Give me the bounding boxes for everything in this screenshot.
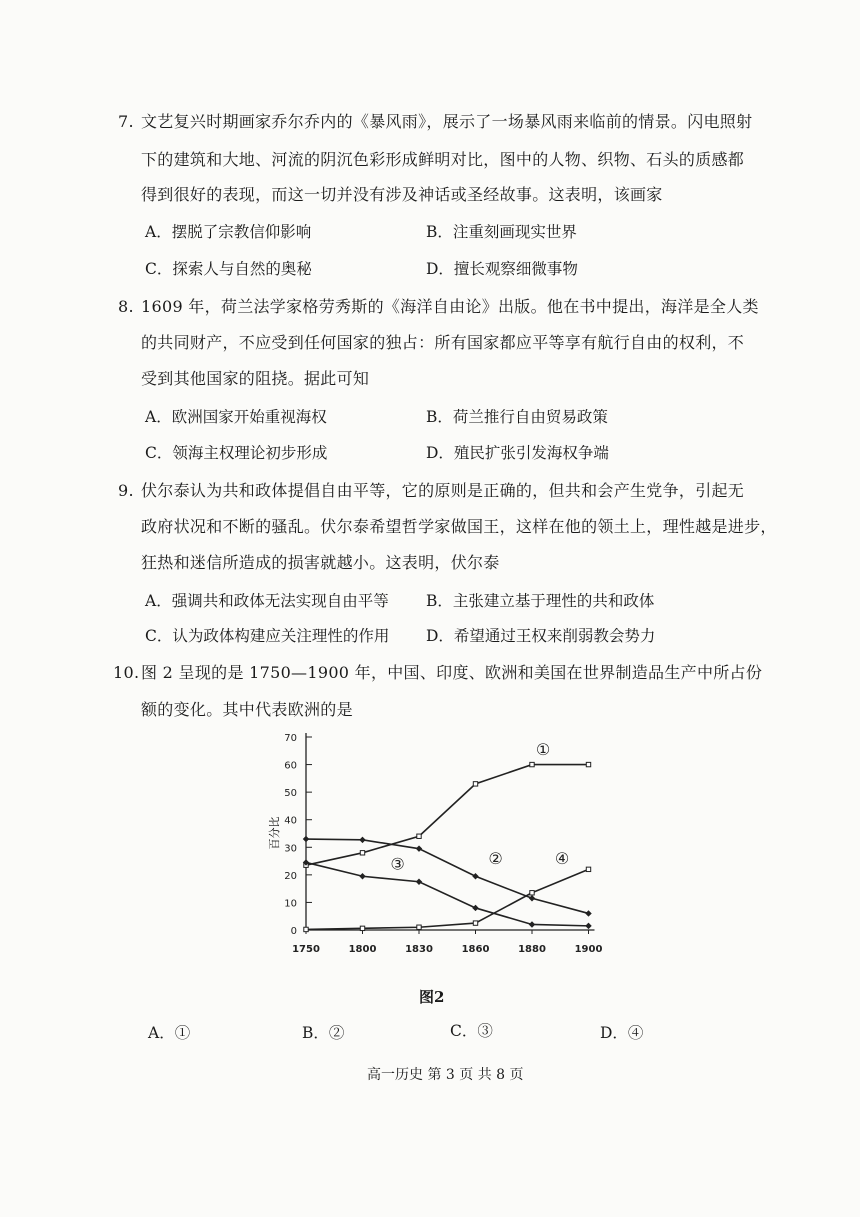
data-point: [473, 921, 477, 925]
question-8-option-d[interactable]: D．殖民扩张引发海权争端: [426, 444, 609, 462]
series-line-2: [306, 839, 589, 913]
question-9-line-3: 狂热和迷信所造成的损害就越小。这表明，伏尔泰: [141, 553, 500, 572]
question-10-option-a[interactable]: A．①: [148, 1024, 191, 1042]
y-tick-label: 50: [284, 788, 297, 800]
series-label-3: ③: [390, 854, 405, 874]
question-9-option-a[interactable]: A．强调共和政体无法实现自由平等: [145, 592, 389, 610]
series-label-4: ④: [554, 848, 570, 868]
data-point: [417, 834, 421, 838]
data-point: [416, 846, 422, 852]
data-point: [586, 923, 592, 929]
question-9-option-c[interactable]: C．认为政体构建应关注理性的作用: [145, 627, 390, 645]
data-point: [530, 891, 534, 895]
question-8-line-3: 受到其他国家的阻挠。据此可知: [141, 369, 370, 388]
question-7-option-d[interactable]: D．擅长观察细微事物: [426, 260, 578, 278]
question-7-option-b[interactable]: B．注重刻画现实世界: [426, 223, 577, 241]
question-7-number: 7.: [118, 112, 134, 131]
y-tick-label: 70: [284, 733, 297, 744]
data-point: [530, 762, 534, 766]
y-axis-label: 百分比: [268, 816, 281, 850]
series-line-3: [306, 862, 589, 925]
question-10-option-b[interactable]: B．②: [302, 1024, 345, 1042]
y-tick-label: 40: [284, 815, 297, 827]
data-point: [529, 922, 535, 928]
series-label-2: ②: [488, 848, 503, 868]
question-7-option-a[interactable]: A．摆脱了宗教信仰影响: [145, 223, 312, 241]
data-point: [360, 873, 366, 879]
question-10-option-d[interactable]: D．④: [600, 1024, 644, 1042]
data-point: [416, 879, 422, 885]
data-point: [303, 836, 309, 842]
data-point: [417, 925, 421, 929]
series-line-4: [306, 869, 589, 929]
question-10-line-2: 额的变化。其中代表欧洲的是: [141, 700, 353, 719]
question-9-line-2: 政府状况和不断的骚乱。伏尔泰希望哲学家做国王，这样在他的领土上，理性越是进步，: [141, 517, 777, 536]
question-9-option-b[interactable]: B．主张建立基于理性的共和政体: [426, 592, 655, 610]
data-point: [360, 837, 366, 843]
x-tick-label: 1830: [405, 944, 433, 955]
y-tick-label: 0: [290, 926, 297, 937]
x-tick-label: 1750: [292, 944, 320, 955]
question-10-option-c[interactable]: C．③: [450, 1022, 493, 1040]
data-point: [473, 873, 479, 879]
page-footer: 高一历史 第 3 页 共 8 页: [367, 1067, 524, 1083]
question-8-line-2: 的共同财产，不应受到任何国家的独占：所有国家都应平等享有航行自由的权利，不: [141, 333, 745, 352]
question-8-option-a[interactable]: A．欧洲国家开始重视海权: [145, 408, 327, 426]
chart-axes: [306, 733, 595, 930]
data-point: [586, 867, 590, 871]
data-point: [473, 782, 477, 786]
manufacturing-share-chart: [250, 725, 630, 965]
y-ticks: [284, 733, 312, 937]
data-point: [473, 905, 479, 911]
figure-caption: 图2: [419, 988, 445, 1006]
x-tick-label: 1900: [574, 944, 603, 955]
question-8-option-c[interactable]: C．领海主权理论初步形成: [145, 444, 328, 462]
question-9-line-1: 伏尔泰认为共和政体提倡自由平等，它的原则是正确的，但共和会产生党争，引起无: [141, 481, 745, 500]
question-10-line-1: 图 2 呈现的是 1750—1900 年，中国、印度、欧洲和美国在世界制造品生产中所占份: [141, 663, 763, 682]
question-8-number: 8.: [118, 297, 134, 316]
x-tick-label: 1800: [348, 944, 377, 955]
data-point: [360, 926, 364, 930]
question-10-number: 10.: [113, 663, 140, 682]
question-7-line-2: 下的建筑和大地、河流的阴沉色彩形成鲜明对比，图中的人物、织物、石头的质感都: [141, 150, 745, 169]
data-point: [360, 851, 364, 855]
y-tick-label: 30: [284, 843, 297, 855]
data-point: [304, 927, 308, 931]
question-7-line-3: 得到很好的表现，而这一切并没有涉及神话或圣经故事。这表明，该画家: [141, 185, 663, 204]
data-point: [529, 895, 535, 901]
data-point: [586, 911, 592, 917]
x-tick-label: 1860: [461, 944, 490, 955]
series-labels: [390, 740, 569, 873]
question-9-number: 9.: [118, 481, 134, 500]
x-ticks: [292, 930, 602, 955]
question-7-line-1: 文艺复兴时期画家乔尔乔内的《暴风雨》，展示了一场暴风雨来临前的情景。闪电照射: [141, 112, 753, 131]
series-lines: [303, 762, 591, 931]
series-label-1: ①: [535, 739, 551, 759]
question-9-option-d[interactable]: D．希望通过王权来削弱教会势力: [426, 627, 656, 645]
y-tick-label: 20: [284, 870, 297, 882]
y-tick-label: 10: [284, 898, 297, 910]
question-8-line-1: 1609 年，荷兰法学家格劳秀斯的《海洋自由论》出版。他在书中提出，海洋是全人类: [141, 297, 759, 316]
question-7-option-c[interactable]: C．探索人与自然的奥秘: [145, 260, 312, 278]
x-tick-label: 1880: [518, 944, 546, 955]
y-tick-label: 60: [284, 760, 297, 772]
question-8-option-b[interactable]: B．荷兰推行自由贸易政策: [426, 408, 608, 426]
data-point: [586, 762, 590, 766]
series-line-1: [306, 765, 589, 866]
